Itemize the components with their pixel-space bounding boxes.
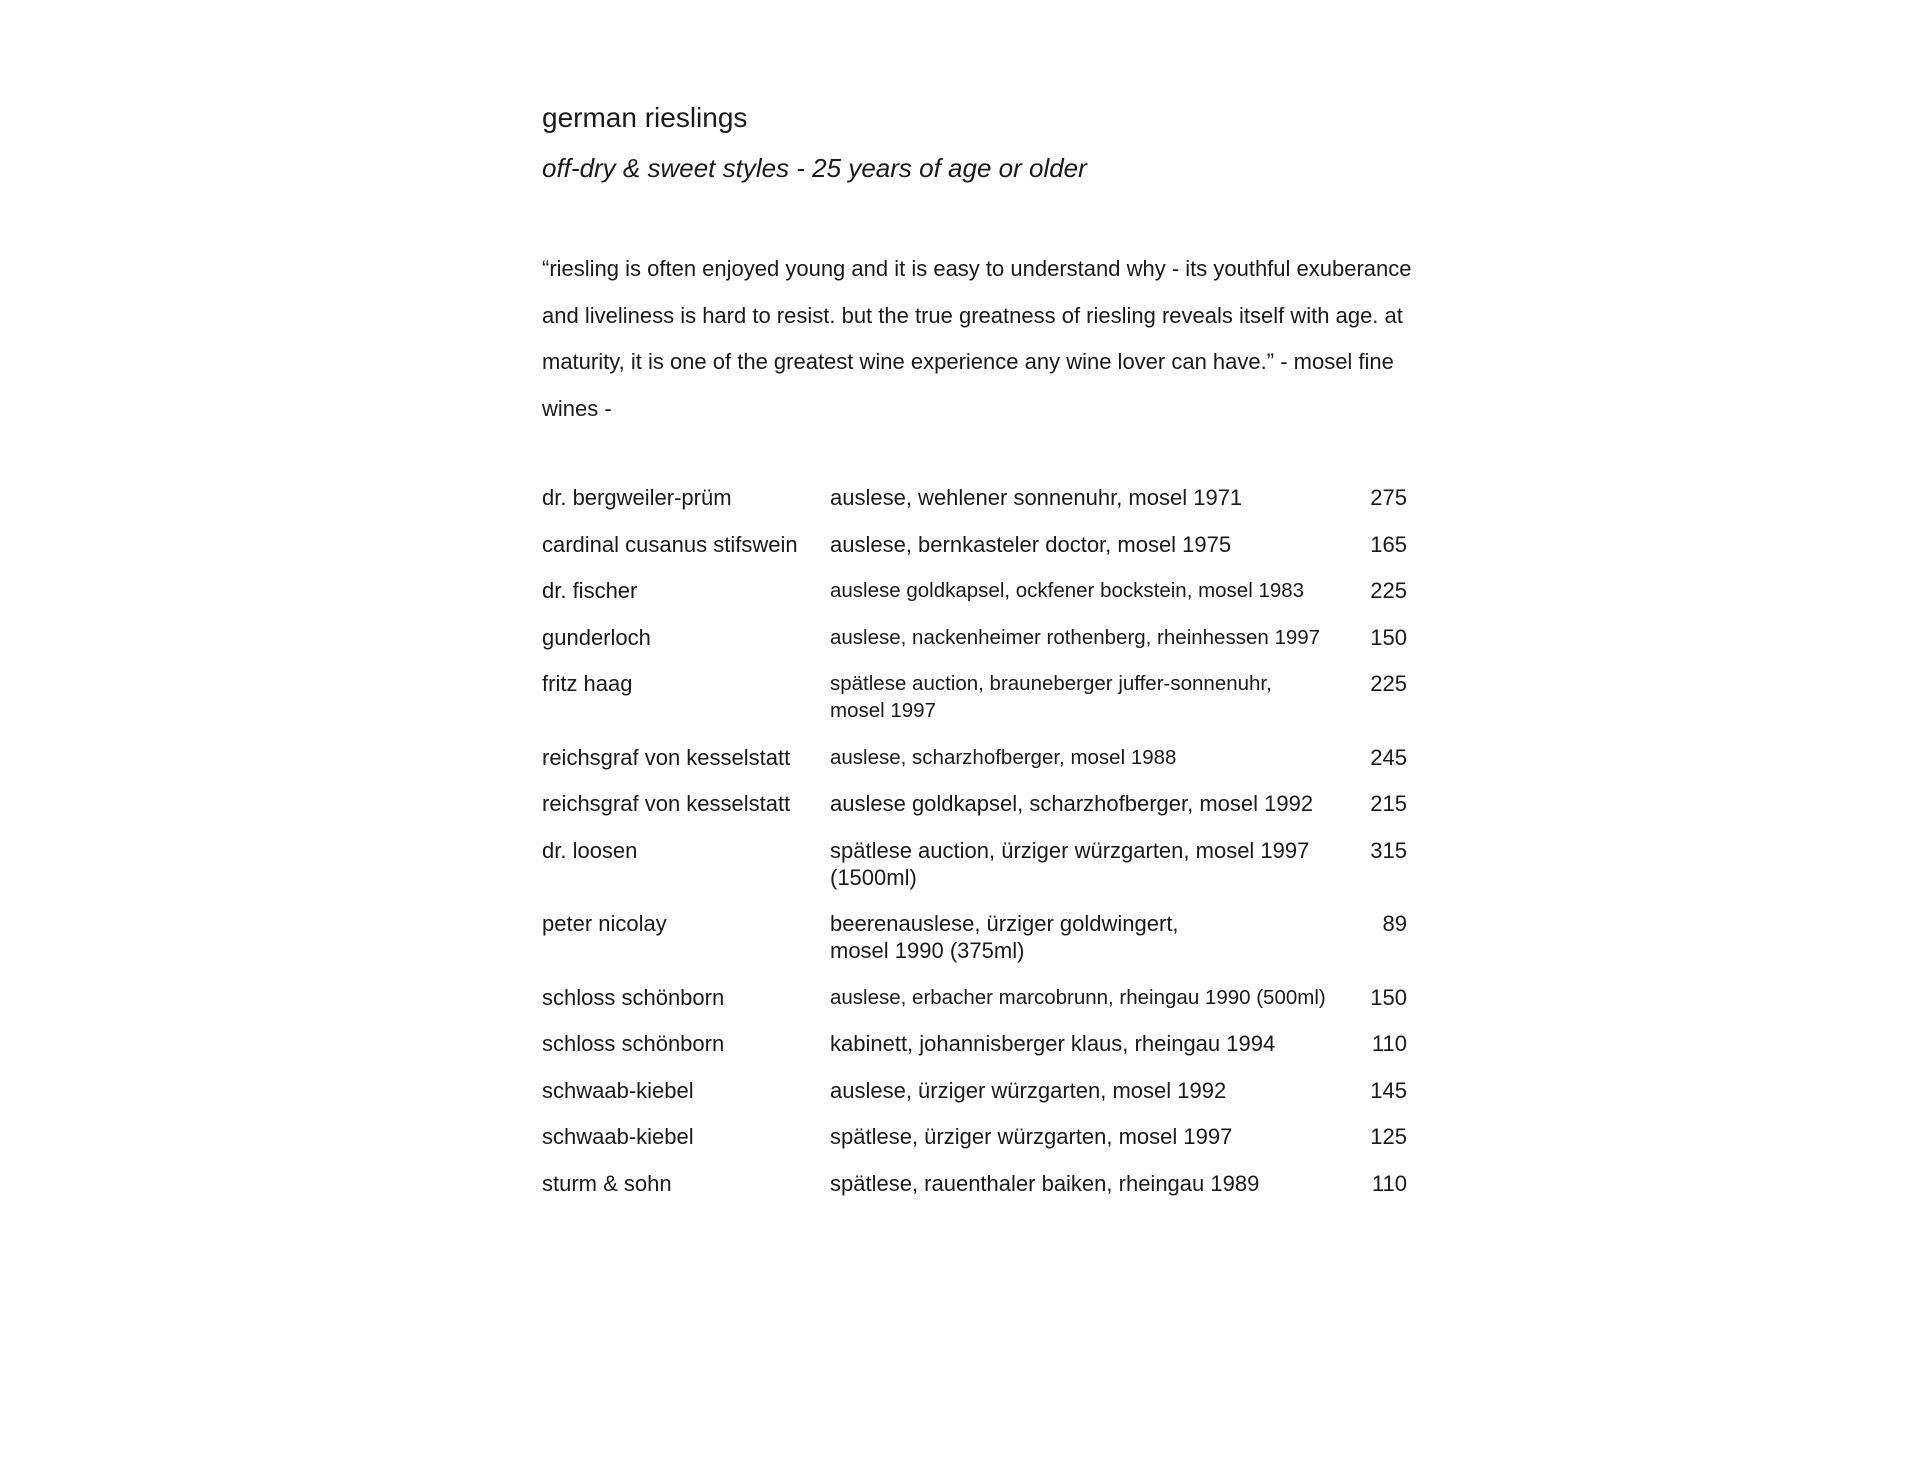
- wine-producer: sturm & sohn: [542, 1170, 672, 1196]
- wine-description-line: beerenauslese, ürziger goldwingert,: [830, 911, 1179, 936]
- wine-price: 315: [1370, 837, 1407, 863]
- wine-producer: dr. fischer: [542, 578, 638, 603]
- wine-price: 275: [1370, 485, 1407, 510]
- wine-description-line: auslese, wehlener sonnenuhr, mosel 1971: [830, 485, 1243, 510]
- wine-row: [542, 577, 1407, 604]
- wine-row: [542, 744, 1407, 771]
- wine-producer: peter nicolay: [542, 911, 667, 936]
- wine-price: 110: [1371, 1170, 1407, 1196]
- wine-description: [830, 624, 1350, 651]
- wine-producer: fritz haag: [542, 671, 633, 696]
- wine-producer: dr. loosen: [542, 837, 638, 863]
- wine-row: [542, 624, 1407, 651]
- wine-price: 89: [1382, 911, 1407, 936]
- wine-price: 245: [1370, 744, 1407, 770]
- wine-description: [830, 1077, 1350, 1104]
- wine-producer: dr. bergweiler-prüm: [542, 485, 732, 510]
- wine-description: [830, 577, 1350, 604]
- wine-description-line-2: (1500ml): [830, 864, 917, 890]
- wine-price: 150: [1370, 624, 1407, 650]
- wine-price: 215: [1370, 791, 1407, 816]
- wine-list: [542, 484, 1407, 1197]
- wine-description: [830, 1030, 1350, 1057]
- wine-row: [542, 1170, 1407, 1197]
- wine-row: [542, 1077, 1407, 1104]
- wine-description-line: auslese, scharzhofberger, mosel 1988: [830, 745, 1177, 769]
- wine-description: [830, 837, 1350, 891]
- wine-description-line: auslese, ürziger würzgarten, mosel 1992: [830, 1077, 1227, 1103]
- wine-description-line: auslese, bernkasteler doctor, mosel 1975: [830, 531, 1232, 557]
- wine-description-line: auslese, erbacher marcobrunn, rheingau 1990 (500ml): [830, 985, 1326, 1009]
- wine-price: 145: [1370, 1077, 1407, 1103]
- wine-description: [830, 744, 1350, 771]
- wine-price: 165: [1370, 531, 1407, 557]
- wine-row: [542, 484, 1407, 511]
- wine-description-line: spätlese auction, ürziger würzgarten, mosel 1997: [830, 837, 1310, 863]
- wine-description-line: auslese, nackenheimer rothenberg, rheinhessen 1997: [830, 625, 1321, 649]
- wine-price: 110: [1371, 1031, 1407, 1056]
- wine-description-line: auslese goldkapsel, scharzhofberger, mosel 1992: [830, 791, 1314, 816]
- wine-description-line: spätlese auction, brauneberger juffer-sonnenuhr,: [830, 672, 1272, 695]
- page-title: german rieslings: [542, 102, 748, 133]
- wine-description-line-2: mosel 1997: [830, 699, 936, 722]
- wine-row: [542, 1030, 1407, 1057]
- wine-description: [830, 531, 1350, 558]
- wine-producer: schloss schönborn: [542, 984, 725, 1010]
- riesling-quote: “riesling is often enjoyed young and it is easy to understand why - its youthful exuberance and liveliness is hard to resist. but the true greatness of riesling reveals itself with age. at maturity, it is one of the greatest wine experience any wine lover can have.” - mosel fine wines -: [542, 256, 1412, 421]
- wine-price: 225: [1370, 671, 1407, 696]
- wine-producer: reichsgraf von kesselstatt: [542, 791, 791, 816]
- wine-description: [830, 1170, 1350, 1197]
- wine-price: 150: [1370, 984, 1407, 1010]
- wine-description-line-2: mosel 1990 (375ml): [830, 938, 1025, 963]
- wine-description: [830, 984, 1350, 1011]
- wine-row: [542, 984, 1407, 1011]
- wine-row: [542, 837, 1407, 891]
- wine-row: [542, 790, 1407, 817]
- wine-producer: cardinal cusanus stifswein: [542, 531, 798, 557]
- wine-description-line: spätlese, ürziger würzgarten, mosel 1997: [830, 1124, 1233, 1149]
- wine-description-line: kabinett, johannisberger klaus, rheingau 1994: [830, 1031, 1276, 1056]
- wine-description: [830, 790, 1350, 817]
- wine-list-page: [542, 98, 1412, 1216]
- wine-producer: reichsgraf von kesselstatt: [542, 744, 791, 770]
- wine-description: [830, 670, 1350, 724]
- wine-description: [830, 484, 1350, 511]
- wine-row: [542, 531, 1407, 558]
- wine-description-line: spätlese, rauenthaler baiken, rheingau 1989: [830, 1170, 1260, 1196]
- wine-row: [542, 670, 1407, 724]
- wine-producer: schwaab-kiebel: [542, 1077, 694, 1103]
- wine-row: [542, 910, 1407, 964]
- wine-row: [542, 1123, 1407, 1150]
- wine-producer: gunderloch: [542, 624, 651, 650]
- wine-producer: schwaab-kiebel: [542, 1124, 694, 1149]
- wine-description: [830, 1123, 1350, 1150]
- wine-price: 125: [1370, 1124, 1407, 1149]
- wine-price: 225: [1370, 578, 1407, 603]
- page-subtitle: off-dry & sweet styles - 25 years of age or older: [542, 153, 1087, 183]
- wine-description: [830, 910, 1350, 964]
- wine-producer: schloss schönborn: [542, 1031, 725, 1056]
- wine-description-line: auslese goldkapsel, ockfener bockstein, mosel 1983: [830, 579, 1305, 602]
